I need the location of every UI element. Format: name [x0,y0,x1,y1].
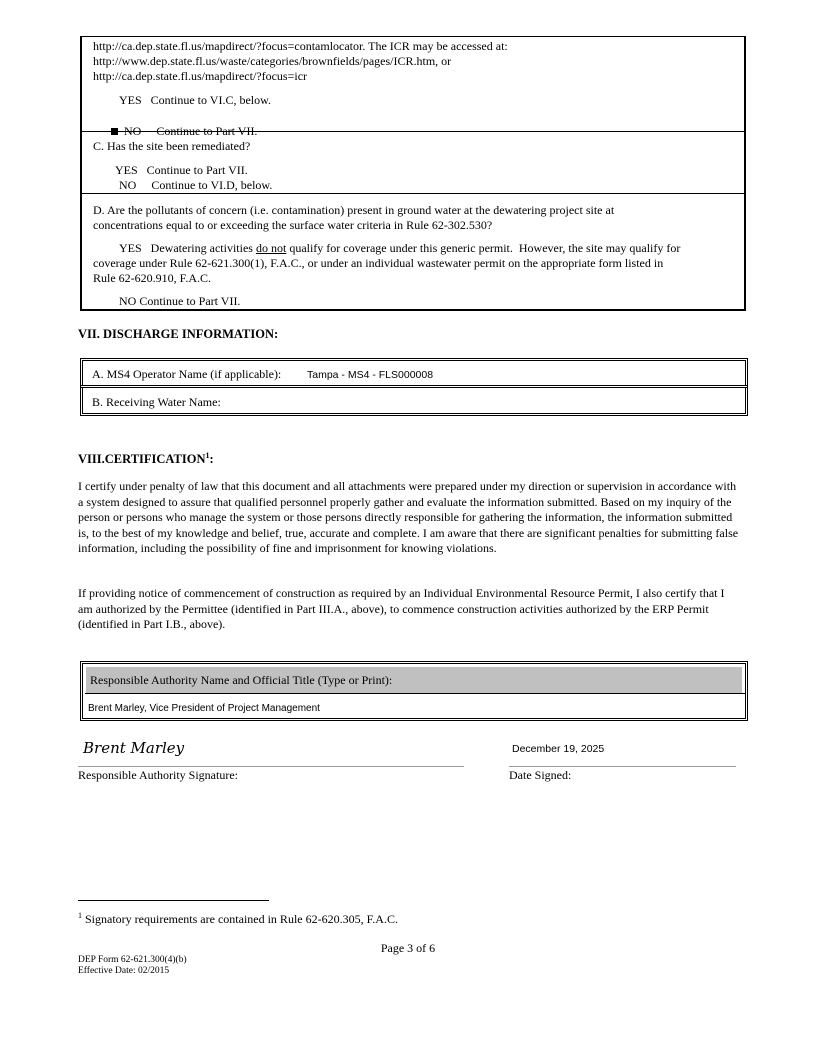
effective-date: Effective Date: 02/2015 [78,966,170,976]
section-viii-heading-text: VIII.CERTIFICATION [78,452,206,467]
vi-c-no-option[interactable]: NO Continue to VI.D, below. [119,178,273,192]
vi-d-yes-line-3: Rule 62-620.910, F.A.C. [93,271,212,285]
vi-d-yes-line-2: coverage under Rule 62-621.300(1), F.A.C., or under an individual wastewater permit on the appropriate form listed in [93,256,664,270]
date-signed-value[interactable]: December 19, 2025 [512,743,605,755]
receiving-water-label: B. Receiving Water Name: [92,395,221,409]
signature-label: Responsible Authority Signature: [78,768,238,782]
vi-c-yes-option[interactable]: YES Continue to Part VII. [115,163,248,177]
certification-paragraph-2: If providing notice of commencement of construction as required by an Individual Environmental Resource Permit, I also certify that I am authorized by the Permittee (identified in Part III.A., above), to commence construction activities authorized by the ERP Permit (identified in Part I.B., above). [78,586,725,632]
icr-text-line-3: http://ca.dep.state.fl.us/mapdirect/?focus=icr [93,69,308,83]
name-title-box [80,661,748,721]
signature-value[interactable]: Brent Marley [83,739,185,757]
vi-d-no-option[interactable]: NO Continue to Part VII. [119,294,241,308]
vi-d-yes-underlined: do not [255,241,287,255]
vi-b-no-option-label: NO Continue to Part VII. [124,123,258,138]
footnote [78,908,398,928]
page-number: Page 3 of 6 [380,941,436,955]
ms4-operator-value[interactable]: Tampa - MS4 - FLS000008 [307,369,434,381]
footnote-ref[interactable]: 1 [205,451,210,460]
section-vii-heading: VII. DISCHARGE INFORMATION: [78,327,279,341]
footnote-text: Signatory requirements are contained in Rule 62-620.305, F.A.C. [82,912,398,926]
receiving-water-field[interactable] [80,385,748,416]
vi-d-question-line-2: concentrations equal to or exceeding the surface water criteria in Rule 62-302.530? [93,218,493,232]
signature-line [78,766,464,767]
ms4-operator-field[interactable] [80,358,748,388]
icr-text-line-2: http://www.dep.state.fl.us/waste/categories/brownfields/pages/ICR.htm, or [93,54,452,68]
vi-d-yes-prefix: YES Dewatering activities [119,241,256,255]
vi-b-yes-option[interactable]: YES Continue to VI.C, below. [119,93,271,107]
section-vi-b-box [80,36,746,138]
section-vi-c-box [80,131,746,194]
name-title-label: Responsible Authority Name and Official Title (Type or Print): [90,673,393,687]
date-line [509,766,736,767]
name-title-divider [85,693,745,694]
vi-d-yes-option[interactable] [119,241,680,257]
section-viii-heading-colon: : [209,452,214,467]
section-viii-heading [78,448,214,468]
form-number: DEP Form 62-621.300(4)(b) [78,955,187,965]
vi-d-question-line-1: D. Are the pollutants of concern (i.e. contamination) present in ground water at the dewatering project site at [93,203,615,217]
vi-c-question: C. Has the site been remediated? [93,139,251,153]
vi-d-yes-suffix: qualify for coverage under this generic permit. However, the site may qualify for [286,241,681,255]
ms4-operator-label: A. MS4 Operator Name (if applicable): [92,367,282,381]
certification-paragraph-1: I certify under penalty of law that this document and all attachments were prepared under my direction or supervision in accordance with a system designed to assure that qualified personnel properly gather and evaluate the information submitted. Based on my inquiry of the person or persons who manage the system or those persons directly responsible for gathering the information, the information submitted is, to the best of my knowledge and belief, true, accurate and complete. I am aware that there are significant penalties for submitting false information, including the possibility of fine and imprisonment for knowing violations. [78,479,739,556]
footnote-separator [78,900,269,901]
footnote-number: 1 [78,911,82,920]
name-title-value[interactable]: Brent Marley, Vice President of Project Management [88,703,320,714]
section-vi-d-box [80,193,746,311]
date-signed-label: Date Signed: [509,768,572,782]
icr-text-line-1: http://ca.dep.state.fl.us/mapdirect/?focus=contamlocator. The ICR may be accessed at: [93,39,508,53]
